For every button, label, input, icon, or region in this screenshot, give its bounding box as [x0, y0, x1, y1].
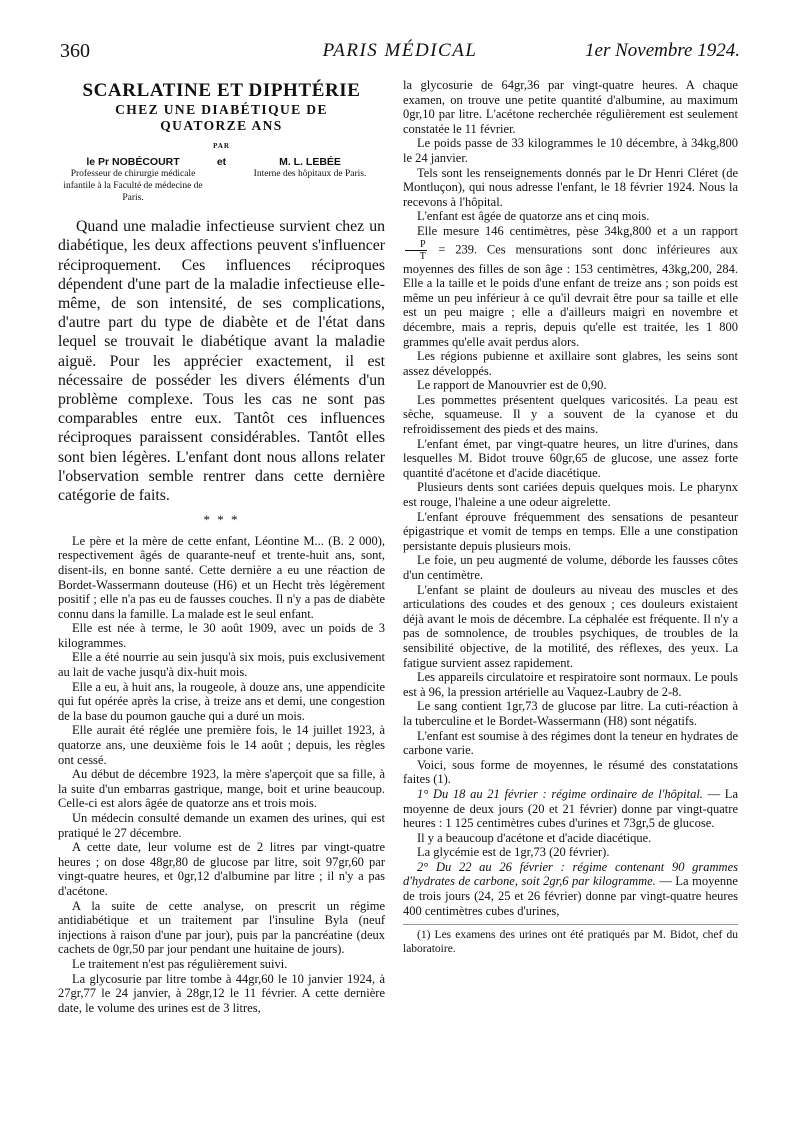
section-separator: * * * — [203, 512, 240, 528]
ratio-fraction — [405, 239, 427, 262]
left-column — [58, 78, 385, 1015]
footnote: (1) Les examens des urines ont été pratiqués par M. Bidot, chef du laboratoire. — [403, 924, 738, 956]
measurements-text: = 239. Ces mensurations sont donc inférieures aux moyennes des filles de son âge : 153 centimètres, 43kg,200, 284. Elle a la taille et le poids d'une enfant de treize ans ; son poids est même un peu inférieur à ce qu'il devrait être pour sa taille et elle est un peu maigre ; elle a d'ailleurs maigri en novembre et décembre, mais a repris, depuis qu'elle est traitée, les 1 800 grammes qu'elle avait perdus alors. — [403, 241, 738, 349]
body-paragraph: Le foie, un peu augmenté de volume, déborde les fausses côtes d'un centimètre. — [403, 553, 738, 582]
body-paragraph: La glycémie est de 1gr,73 (20 février). — [417, 845, 610, 860]
byline-et: et — [216, 155, 227, 168]
body-paragraph: Il y a beaucoup d'acétone et d'acide diacétique. — [417, 830, 652, 845]
regime-2-text: — La moyenne de trois jours (24, 25 et 26 février) donne par vingt-quatre heures 400 centimètres cubes d'urines, — [403, 874, 738, 918]
body-paragraph: la glycosurie de 64gr,36 par vingt-quatre heures. A chaque examen, on trouve une petite quantité d'albumine, au maximum 0gr,10 par litre. L'acétone recherchée régulièrement est seulement constatée le 11 février. — [403, 78, 738, 136]
intro-paragraph: Quand une maladie infectieuse survient chez un diabétique, les deux affections peuvent s'influencer réciproquement. Ces influences réciproques dépendent d'une part de la maladie infectieuse elle-même, de son intensité, de ses complications, d'autre part du type de diabète et de l'état dans lequel se trouvait le diabétique avant la maladie aiguë. Pour les apprécier exactement, il est nécessaire de posséder les divers éléments d'un problème complexe. Tous les cas ne sont pas comparables entre eux. Tantôt ces influences réciproques paraissent considérables. Tantôt elles sont bien légères. L'enfant dont nous allons relater l'observation semble rentrer dans cette dernière catégorie de faits. — [58, 218, 385, 504]
regime-2-paragraph — [403, 860, 738, 918]
body-paragraph: L'enfant émet, par vingt-quatre heures, un litre d'urines, dans lesquelles M. Bidot trouve 60gr,65 de glucose, une assez forte quantité d'acétone et d'acide diacétique. — [403, 436, 738, 480]
body-paragraph: Elle a été nourrie au sein jusqu'à six mois, puis exclusivement au lait de vache jusqu'à dix-huit mois. — [58, 650, 385, 680]
body-paragraph: Elle aurait été réglée une première fois, le 14 juillet 1923, à quatorze ans, une deuxième fois le 14 août ; depuis, les règles ont cessé. — [58, 723, 385, 767]
author-2-name: M. L. LEBÉE — [279, 155, 341, 168]
body-paragraph: Les pommettes présentent quelques varicosités. La peau est sèche, squameuse. Il y a souvent de la cyanose et du refroidissement des pieds et des mains. — [403, 392, 738, 437]
regime-2-heading: 2° Du 22 au 26 février : régime contenant 90 grammes d'hydrates de carbone, soit 2gr,6 par kilogramme. — [403, 859, 738, 889]
body-paragraph: Le poids passe de 33 kilogrammes le 10 décembre, à 34kg,800 le 24 janvier. — [403, 136, 738, 165]
body-paragraph: Tels sont les renseignements donnés par le Dr Henri Cléret (de Montluçon), qui nous adresse l'enfant, le 18 février 1924. Nous la recevons à l'hôpital. — [403, 165, 738, 209]
author-1 — [58, 156, 208, 205]
body-paragraph: Elle est née à terme, le 30 août 1909, avec un poids de 3 kilogrammes. — [58, 621, 385, 650]
body-paragraph: Les appareils circulatoire et respiratoire sont normaux. Le pouls est à 96, la pression artérielle au Vaquez-Laubry de 2-8. — [403, 670, 738, 699]
journal-title: PARIS MÉDICAL — [322, 40, 478, 61]
body-paragraph: L'enfant éprouve fréquemment des sensations de pesanteur épigastrique et vomit de temps en temps. Elle a une constipation persistante depuis plusieurs mois. — [403, 509, 738, 553]
body-paragraph: Au début de décembre 1923, la mère s'aperçoit que sa fille, à la suite d'un embarras gastrique, mange, boit et urine beaucoup. Celle-ci est alors âgée de quatorze ans et trois mois. — [58, 767, 385, 811]
left-body — [58, 534, 385, 1016]
page-number: 360 — [60, 40, 90, 62]
body-paragraph: Les régions pubienne et axillaire sont glabres, les seins sont assez développés. — [403, 349, 738, 378]
ratio-numerator: P — [405, 239, 427, 251]
body-paragraph: A cette date, leur volume est de 2 litres par vingt-quatre heures ; on dose 48gr,80 de glucose par litre, soit 97gr,60 par vingt-quatre heures, et 0gr,12 d'albumine par litre ; il n'y a pas d'acétone. — [58, 840, 385, 898]
byline-par: PAR — [213, 142, 230, 150]
body-paragraph: La glycosurie par litre tombe à 44gr,60 le 10 janvier 1924, à 27gr,77 le 24 janvier, à 28gr,12 le 11 février. A cette dernière date, le volume des urines est de 3 litres, — [58, 971, 385, 1015]
article-subtitle-line-2: QUATORZE ANS — [160, 118, 283, 133]
regime-1-paragraph — [403, 787, 738, 831]
body-paragraph: Elle a eu, à huit ans, la rougeole, à douze ans, une appendicite qui fut opérée après la crise, à treize ans et demi, une congestion de la base du poumon gauche qui a duré un mois. — [58, 679, 385, 723]
authors — [58, 156, 385, 205]
author-2-affiliation: Interne des hôpitaux de Paris. — [253, 169, 367, 180]
body-paragraph: Plusieurs dents sont cariées depuis quelques mois. Le pharynx est rouge, l'haleine a une odeur aigrelette. — [403, 480, 738, 510]
body-paragraph: Le père et la mère de cette enfant, Léontine M... (B. 2 000), respectivement âgés de quarante-neuf et trente-huit ans, sont, disent-ils, en bonne santé. Cette dernière a eu une réaction de Bordet-Wassermann douteuse (H6) et un Hecht très légèrement positif ; elle n'a pas eu de fausses couches. Il n'y a pas de diabète connu dans la famille. La malade est le seul enfant. — [58, 533, 385, 621]
ratio-denominator: T — [419, 250, 426, 262]
body-paragraph: Un médecin consulté demande un examen des urines, qui est pratiqué le 27 décembre. — [58, 811, 385, 840]
body-paragraph: Le traitement n'est pas régulièrement suivi. — [72, 956, 288, 971]
body-paragraph: A la suite de cette analyse, on prescrit un régime antidiabétique et un traitement par l'insuline Byla (neuf injections à raison d'une par jour), puis par la pancréatine (deux cachets de 0gr,50 par jour pendant une huitaine de jours). — [58, 898, 385, 957]
body-paragraph: L'enfant est âgée de quatorze ans et cinq mois. — [417, 209, 650, 224]
body-paragraph: L'enfant est soumise à des régimes dont la teneur en hydrates de carbone varie. — [403, 728, 738, 758]
regime-1-text: — La moyenne de deux jours (20 et 21 février) donne par vingt-quatre heures : 1 125 centimètres cubes d'urines et 73gr,5 de glucose. — [403, 786, 738, 831]
author-1-affiliation: Professeur de chirurgie médicale infantile à la Faculté de médecine de Paris. — [63, 169, 203, 204]
page-header — [60, 40, 740, 66]
body-paragraph: Le sang contient 1gr,73 de glucose par litre. La cuti-réaction à la tuberculine et le Bordet-Wassermann (H8) sont négatifs. — [403, 699, 738, 728]
author-2 — [235, 156, 385, 205]
measurements-intro: Elle mesure 146 centimètres, pèse 34kg,800 et a un rapport — [417, 223, 738, 238]
right-column — [403, 78, 738, 968]
body-paragraph: L'enfant se plaint de douleurs au niveau des muscles et des articulations des coudes et des genoux ; ces douleurs existaient déjà avant le mois de décembre. La céphalée est fréquente. Il n'y a pas de somnolence, de troubles psychiques, de troubles de la sensibilité objective, de la motilité, des réflexes, des yeux. La fatigue survient assez rapidement. — [403, 582, 738, 670]
author-1-name: le Pr NOBÉCOURT — [86, 155, 180, 168]
article-subtitle-line-1: CHEZ UNE DIABÉTIQUE DE — [115, 102, 328, 117]
issue-date: 1er Novembre 1924. — [585, 40, 740, 61]
regime-1-heading: 1° Du 18 au 21 février : régime ordinaire de l'hôpital. — [417, 786, 703, 801]
measurements-paragraph — [403, 224, 738, 349]
body-paragraph: Voici, sous forme de moyennes, le résumé des constatations faites (1). — [403, 757, 738, 787]
article-title: SCARLATINE ET DIPHTÉRIE — [82, 80, 361, 101]
body-paragraph: Le rapport de Manouvrier est de 0,90. — [417, 378, 607, 393]
